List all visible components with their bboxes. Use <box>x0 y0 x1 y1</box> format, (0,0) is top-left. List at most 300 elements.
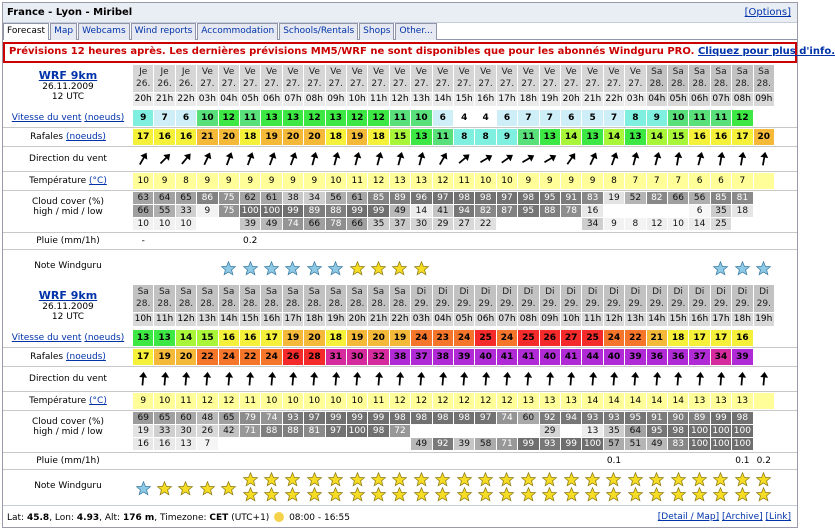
hour-value: 03h <box>626 94 644 104</box>
rain-cell <box>454 234 474 248</box>
day-cell <box>540 285 560 312</box>
temperature-value: 11 <box>180 396 192 406</box>
gust-value: 40 <box>543 352 557 362</box>
cloud-cell <box>433 192 453 204</box>
cloud-value: 10 <box>158 219 171 229</box>
temperature-cell <box>497 393 517 409</box>
alt-value: 176 m <box>122 513 155 523</box>
cloud-cell <box>754 425 774 437</box>
cloud-cell <box>154 438 174 450</box>
day-cell <box>454 65 474 92</box>
gust-cell <box>732 129 752 145</box>
detail-map-link[interactable]: [Detail / Map] <box>657 512 720 522</box>
cloud-value: 6 <box>696 206 703 216</box>
wind-speed-cell <box>475 330 495 346</box>
day-header-row <box>133 65 777 93</box>
hour-value: 06h <box>477 314 495 324</box>
wind-speed-cell <box>754 330 774 346</box>
tab-schools-rentals[interactable]: Schools/Rentals <box>279 23 358 40</box>
rating-cell <box>261 471 281 505</box>
temperature-value: 10 <box>158 396 171 406</box>
hour-cell <box>261 313 281 326</box>
gust-cell <box>390 129 410 145</box>
row-divider <box>3 232 797 233</box>
day-name: Ve <box>458 67 470 77</box>
gust-cell <box>154 129 174 145</box>
day-date: 27. <box>628 79 643 89</box>
cloud-cell <box>390 425 410 437</box>
rain-label-text: Pluie (mm/1h) <box>36 456 100 466</box>
wind-speed-cell <box>154 110 174 126</box>
wind-speed-label-text[interactable]: Vitesse du vent <box>11 113 82 123</box>
temperature-cell <box>625 393 645 409</box>
temperature-value: 12 <box>437 176 449 186</box>
temperature-cell <box>475 393 495 409</box>
hour-value: 22h <box>605 94 623 104</box>
temperature-value: 12 <box>437 396 449 406</box>
cloud-value: 92 <box>437 439 449 449</box>
rain-cell <box>604 234 624 248</box>
temperature-value: 10 <box>308 396 321 406</box>
gust-unit-link[interactable]: (noeuds) <box>65 132 106 142</box>
rating-cell <box>582 251 602 285</box>
wind-speed-cell <box>668 330 688 346</box>
hour-cell <box>368 313 388 326</box>
rating-cell <box>582 471 602 505</box>
hour-cell <box>561 313 581 326</box>
hour-cell <box>133 93 153 106</box>
hour-value: 15h <box>669 314 687 324</box>
gust-value: 21 <box>201 132 214 142</box>
wind-speed-cell <box>433 110 453 126</box>
cloud-cell <box>454 192 474 204</box>
archive-link[interactable]: [Archive] <box>721 512 763 522</box>
wind-speed-value: 11 <box>714 113 728 123</box>
temperature-value: 13 <box>693 396 706 406</box>
temperature-cell <box>754 173 774 189</box>
rating-cell <box>133 471 153 505</box>
day-cell <box>540 65 560 92</box>
hour-value: 11h <box>370 94 388 104</box>
rain-cell <box>561 234 581 248</box>
rating-cell <box>411 471 431 505</box>
lat-value: 45.8 <box>26 513 50 523</box>
rain-cell <box>283 454 303 468</box>
day-date: 28. <box>285 299 301 309</box>
wind-speed-value: 25 <box>522 333 535 343</box>
wind-arrow-icon <box>240 368 260 390</box>
cloud-value: 14 <box>693 219 706 229</box>
cloud-value: 74 <box>501 413 513 423</box>
gust-cell <box>411 349 431 365</box>
gust-cell <box>625 349 645 365</box>
cloud-cell <box>433 205 453 217</box>
sun-icon <box>274 512 284 522</box>
day-date: 28. <box>671 79 686 89</box>
cloud-value: 99 <box>351 413 363 423</box>
rating-cell <box>540 471 560 505</box>
gust-cell <box>433 129 453 145</box>
day-name: Ve <box>565 67 577 77</box>
cloud-cell <box>133 192 153 204</box>
rain-cell <box>197 454 217 468</box>
temperature-value: 12 <box>415 396 428 406</box>
temperature-value: 10 <box>351 396 363 406</box>
hour-value: 20h <box>562 94 580 104</box>
day-cell <box>561 65 581 92</box>
temperature-cell <box>390 173 410 189</box>
rating-cell <box>219 471 239 505</box>
hour-cell <box>219 93 239 106</box>
tab-map[interactable]: Map <box>50 23 77 40</box>
cloud-cell <box>411 412 431 424</box>
hour-cell <box>604 93 624 106</box>
wind-speed-value: 4 <box>461 113 468 123</box>
wind-arrow-icon <box>176 368 196 390</box>
cloud-value: 60 <box>180 413 192 423</box>
gust-value: 15 <box>671 132 685 142</box>
cloud-cell <box>326 192 346 204</box>
cloud-value: 95 <box>544 193 556 203</box>
cloud-cell <box>711 438 731 450</box>
cloud-value: 25 <box>715 219 727 229</box>
wind-speed-value: 7 <box>161 113 168 123</box>
wind-arrow-icon <box>604 148 624 170</box>
temperature-value: 14 <box>672 396 684 406</box>
cloud-cell <box>754 192 774 204</box>
wind-speed-cell <box>668 110 688 126</box>
gust-value: 41 <box>564 352 578 362</box>
cloud-value: 96 <box>415 193 428 203</box>
cloud-value: 61 <box>265 193 278 203</box>
wind-unit-link[interactable]: (noeuds) <box>84 113 125 123</box>
wind-unit-link[interactable]: (noeuds) <box>84 333 125 343</box>
gust-cell <box>711 349 731 365</box>
temperature-value: 11 <box>351 176 363 186</box>
hour-cell <box>240 313 260 326</box>
day-cell <box>197 285 217 312</box>
wind-arrow-icon <box>604 368 624 390</box>
rating-cell <box>647 251 667 285</box>
gust-value: 13 <box>629 132 642 142</box>
hour-value: 04h <box>434 314 452 324</box>
day-name: Ve <box>415 67 427 77</box>
model-utc: 12 UTC <box>51 312 85 322</box>
wind-arrow-icon <box>497 368 517 390</box>
hour-cell <box>154 313 174 326</box>
day-date: 27. <box>200 79 215 89</box>
day-date: 29. <box>499 299 515 309</box>
temperature-cell <box>411 173 431 189</box>
row-divider <box>3 171 797 172</box>
gust-cell <box>689 349 709 365</box>
cloud-value: 100 <box>690 426 709 436</box>
cloud-value: 85 <box>715 193 727 203</box>
tab-shops[interactable]: Shops <box>359 23 394 40</box>
cloud-cell <box>647 412 667 424</box>
rating-cell <box>711 471 731 505</box>
day-name: Sa <box>372 287 385 297</box>
rain-cell <box>154 454 174 468</box>
wind-speed-cell <box>497 330 517 346</box>
hour-cell <box>390 313 410 326</box>
cloud-value: 81 <box>308 426 321 436</box>
day-date: 29. <box>585 299 600 309</box>
rain-cell <box>689 454 709 468</box>
gust-cell <box>561 349 581 365</box>
day-name: Sa <box>137 287 149 297</box>
cloud-value: 7 <box>204 439 211 449</box>
daylight-hours: 08:00 - 16:55 <box>289 513 350 523</box>
temperature-row <box>133 173 777 190</box>
cloud-cell <box>197 425 217 437</box>
hour-cell <box>176 313 196 326</box>
temperature-cell <box>411 393 431 409</box>
gust-cell <box>154 349 174 365</box>
cloud-cell <box>326 438 346 450</box>
temperature-value: 14 <box>608 396 620 406</box>
cloud-cell <box>433 218 453 230</box>
gust-unit-link[interactable]: (noeuds) <box>65 352 106 362</box>
tab-other[interactable]: Other... <box>395 23 436 40</box>
day-date: 28. <box>264 299 279 309</box>
cloud-value: 74 <box>287 219 299 229</box>
temperature-value: 12 <box>458 396 470 406</box>
temperature-value: 9 <box>568 176 575 186</box>
hour-cell <box>689 313 709 326</box>
gust-cell <box>754 349 774 365</box>
cloud-cell <box>689 192 709 204</box>
hour-value: 21h <box>584 94 602 104</box>
cloud-value: 93 <box>544 439 556 449</box>
cloud-value: 97 <box>479 413 492 423</box>
cloud-cell <box>261 412 281 424</box>
wind-speed-cell <box>561 110 581 126</box>
day-cell <box>133 65 153 92</box>
gust-cell <box>176 129 196 145</box>
temperature-cell <box>197 393 217 409</box>
day-cell <box>475 65 495 92</box>
wind-arrow-icon <box>347 368 367 390</box>
cloud-cell <box>518 218 538 230</box>
row-divider <box>3 127 797 128</box>
day-cell <box>518 285 538 312</box>
wind-speed-value: 6 <box>503 113 511 123</box>
rain-cell <box>304 454 324 468</box>
cloud-cell <box>219 192 239 204</box>
cloud-cell <box>497 205 517 217</box>
link-link[interactable]: [Link] <box>765 512 791 522</box>
cloud-cell <box>390 412 410 424</box>
day-name: Di <box>459 287 469 297</box>
wind-speed-value: 27 <box>564 333 578 343</box>
cloud-cell <box>133 218 153 230</box>
rating-cell <box>754 251 774 285</box>
cloud-value: 49 <box>265 219 278 229</box>
tab-forecast[interactable]: Forecast <box>3 23 49 40</box>
tab-accommodation[interactable]: Accommodation <box>197 23 278 40</box>
temperature-cell <box>582 173 602 189</box>
rating-cell <box>689 251 709 285</box>
cloud-value: 26 <box>201 426 214 436</box>
temperature-cell <box>154 393 174 409</box>
hour-value: 17h <box>284 314 302 324</box>
gust-cell <box>326 349 346 365</box>
rain-value: - <box>141 236 145 246</box>
rain-cell <box>433 234 453 248</box>
temperature-cell <box>283 173 303 189</box>
rain-cell <box>411 234 431 248</box>
day-cell <box>754 65 774 92</box>
temperature-unit-link[interactable]: (°C) <box>89 396 107 406</box>
wind-arrow-icon <box>133 148 153 170</box>
cloud-cell <box>326 218 346 230</box>
tz-value: CET <box>209 513 229 523</box>
day-name: Ve <box>266 67 278 77</box>
cloud-cell <box>411 218 431 230</box>
cloud-value: 83 <box>672 439 684 449</box>
wind-speed-cell <box>732 110 752 126</box>
wind-arrow-icon <box>711 368 731 390</box>
gust-cell <box>604 349 624 365</box>
cloud-cell <box>240 412 260 424</box>
temperature-cell <box>433 173 453 189</box>
wind-speed-value: 10 <box>201 113 214 123</box>
gust-value: 32 <box>372 352 385 362</box>
hour-cell <box>540 93 560 106</box>
cloud-cell <box>732 438 752 450</box>
gust-value: 34 <box>714 352 728 362</box>
temperature-unit-link[interactable]: (°C) <box>89 176 107 186</box>
rating-cell <box>497 251 517 285</box>
hour-cell <box>219 313 239 326</box>
cloud-cell <box>518 425 538 437</box>
gust-value: 15 <box>393 132 407 142</box>
hour-cell <box>133 313 153 326</box>
options-link[interactable]: [Options] <box>744 7 791 18</box>
day-date: 27. <box>350 79 365 89</box>
wind-speed-value: 19 <box>286 333 300 343</box>
day-cell <box>604 65 624 92</box>
day-cell <box>176 285 196 312</box>
day-date: 29. <box>628 299 643 309</box>
rating-label <box>3 471 133 501</box>
hour-cell <box>304 93 324 106</box>
rain-cell <box>133 234 153 248</box>
wind-arrow-icon <box>475 368 495 390</box>
wind-speed-cell <box>625 110 645 126</box>
wind-speed-cell <box>133 330 153 346</box>
hour-value: 03h <box>412 314 430 324</box>
rain-cell <box>261 234 281 248</box>
rating-cell <box>732 471 752 505</box>
wind-speed-value: 24 <box>457 333 471 343</box>
day-name: Sa <box>201 287 213 297</box>
cloud-value: 89 <box>394 193 406 203</box>
rain-cell <box>219 234 239 248</box>
cloud-value: 75 <box>223 193 235 203</box>
wind-speed-cell <box>219 110 239 126</box>
banner-more-info-link[interactable]: Cliquez pour plus d'info. <box>697 46 835 57</box>
day-name: Sa <box>394 287 406 297</box>
rating-cell <box>540 251 560 285</box>
rain-cell <box>711 234 731 248</box>
gust-value: 20 <box>222 132 236 142</box>
cloud-cell <box>347 205 367 217</box>
wind-arrow-icon <box>582 368 602 390</box>
day-cell <box>261 65 281 92</box>
gust-cell <box>304 349 324 365</box>
wind-arrow-icon <box>454 148 474 170</box>
hour-cell <box>176 93 196 106</box>
day-name: Ve <box>501 67 513 77</box>
model-name-link[interactable]: WRF 9km <box>38 289 98 302</box>
cloud-value: 97 <box>501 193 513 203</box>
temperature-value: 10 <box>265 396 278 406</box>
day-name: Je <box>160 67 169 77</box>
temperature-cell <box>133 173 153 189</box>
cloud-cell <box>604 218 624 230</box>
rating-cell <box>561 251 581 285</box>
cloud-value: 100 <box>733 439 751 449</box>
hour-cell <box>668 93 688 106</box>
cloud-cell <box>604 438 624 450</box>
wind-speed-cell <box>133 110 153 126</box>
wind-speed-label <box>3 110 133 126</box>
day-date: 29. <box>457 299 472 309</box>
cloud-cell <box>732 205 752 217</box>
day-cell <box>625 285 645 312</box>
cloud-cell <box>368 425 388 437</box>
hour-value: 07h <box>712 94 730 104</box>
gust-cell <box>625 129 645 145</box>
cloud-value: 98 <box>372 426 385 436</box>
gust-cell <box>240 129 260 145</box>
cloud-value: 99 <box>287 206 299 216</box>
wind-speed-value: 5 <box>589 113 596 123</box>
cloud-cell <box>304 205 324 217</box>
model-name-link[interactable]: WRF 9km <box>38 69 98 82</box>
tab-webcams[interactable]: Webcams <box>78 23 130 40</box>
cloud-cell <box>433 412 453 424</box>
cloud-value: 99 <box>565 439 577 449</box>
day-date: 29. <box>521 299 536 309</box>
wind-speed-cell <box>604 330 624 346</box>
cloud-cell <box>625 438 645 450</box>
tab-wind-reports[interactable]: Wind reports <box>131 23 197 40</box>
cloud-cell <box>454 412 474 424</box>
day-date: 27. <box>606 79 622 89</box>
rating-cell <box>518 251 538 285</box>
rain-cell <box>326 234 346 248</box>
rating-cell <box>604 251 624 285</box>
day-date: 28. <box>328 299 343 309</box>
day-cell <box>668 65 688 92</box>
rain-cell <box>475 454 495 468</box>
wind-speed-cell <box>368 110 388 126</box>
wind-speed-label-text[interactable]: Vitesse du vent <box>11 333 82 343</box>
gust-value: 24 <box>222 352 236 362</box>
hour-value: 21h <box>156 94 174 104</box>
wind-speed-cell <box>411 110 431 126</box>
day-date: 29. <box>649 299 664 309</box>
day-date: 28. <box>735 79 750 89</box>
hour-value: 20h <box>134 94 152 104</box>
hour-value: 12h <box>177 314 195 324</box>
cloud-cell <box>647 205 667 217</box>
day-date: 26. <box>178 79 194 89</box>
cloud-cell <box>176 205 196 217</box>
